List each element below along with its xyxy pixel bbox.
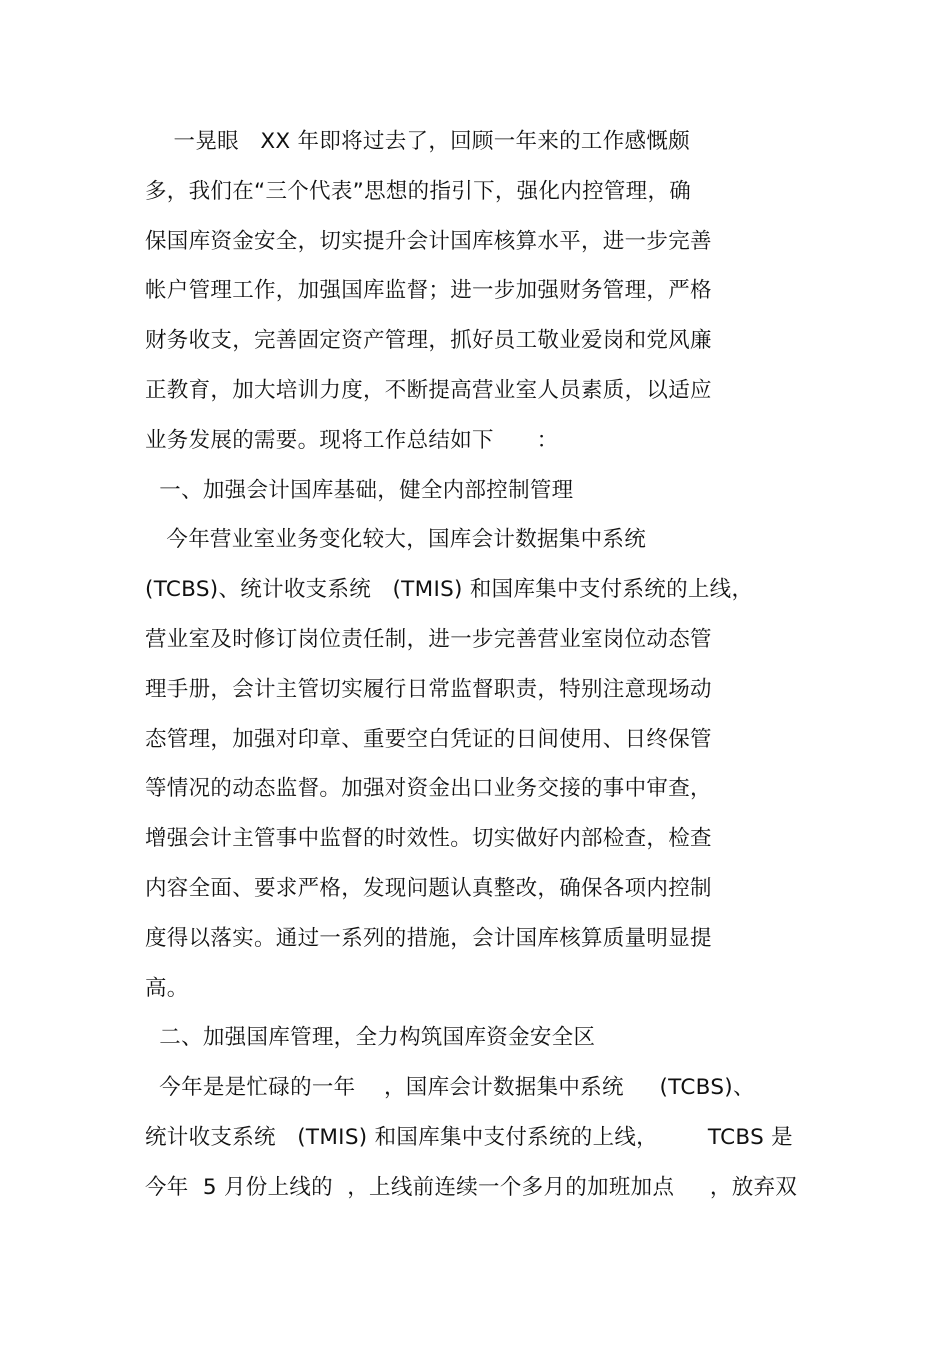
paragraph-line: (TCBS)、统计收支系统 (TMIS) 和国库集中支付系统的上线， xyxy=(145,577,754,602)
paragraph-line: 业务发展的需要。现将工作总结如下 ： xyxy=(145,428,559,453)
section-heading: 二、加强国库管理，全力构筑国库资金安全区 xyxy=(145,1025,596,1050)
paragraph-line: 多，我们在“三个代表”思想的指引下，强化内控管理，确 xyxy=(145,179,692,204)
paragraph-line: 高。 xyxy=(145,976,189,1001)
paragraph-line: 态管理，加强对印章、重要空白凭证的日间使用、日终保管 xyxy=(145,727,712,752)
paragraph-line: 今年是是忙碌的一年 ，国库会计数据集中系统 (TCBS)、 xyxy=(145,1075,755,1100)
paragraph-line: 财务收支，完善固定资产管理，抓好员工敬业爱岗和党风廉 xyxy=(145,328,712,353)
paragraph-line: 理手册，会计主管切实履行日常监督职责，特别注意现场动 xyxy=(145,677,712,702)
paragraph-line: 今年 5 月份上线的 ，上线前连续一个多月的加班加点 ，放弃双 xyxy=(145,1175,798,1200)
paragraph-line: 等情况的动态监督。加强对资金出口业务交接的事中审查， xyxy=(145,776,712,801)
paragraph-line: 保国库资金安全，切实提升会计国库核算水平，进一步完善 xyxy=(145,229,712,254)
paragraph-line: 营业室及时修订岗位责任制，进一步完善营业室岗位动态管 xyxy=(145,627,712,652)
paragraph-line: 帐户管理工作，加强国库监督；进一步加强财务管理，严格 xyxy=(145,278,712,303)
paragraph-line: 今年营业室业务变化较大，国库会计数据集中系统 xyxy=(145,527,647,552)
paragraph-line: 增强会计主管事中监督的时效性。切实做好内部检查，检查 xyxy=(145,826,712,851)
paragraph-line: 统计收支系统 (TMIS) 和国库集中支付系统的上线， TCBS 是 xyxy=(145,1125,793,1150)
section-heading: 一、加强会计国库基础，健全内部控制管理 xyxy=(145,478,574,503)
paragraph-line: 正教育，加大培训力度，不断提高营业室人员素质，以适应 xyxy=(145,378,712,403)
paragraph-line: 一晃眼 XX 年即将过去了，回顾一年来的工作感慨颇 xyxy=(145,129,690,154)
paragraph-line: 内容全面、要求严格，发现问题认真整改，确保各项内控制 xyxy=(145,876,712,901)
paragraph-line: 度得以落实。通过一系列的措施，会计国库核算质量明显提 xyxy=(145,926,712,951)
